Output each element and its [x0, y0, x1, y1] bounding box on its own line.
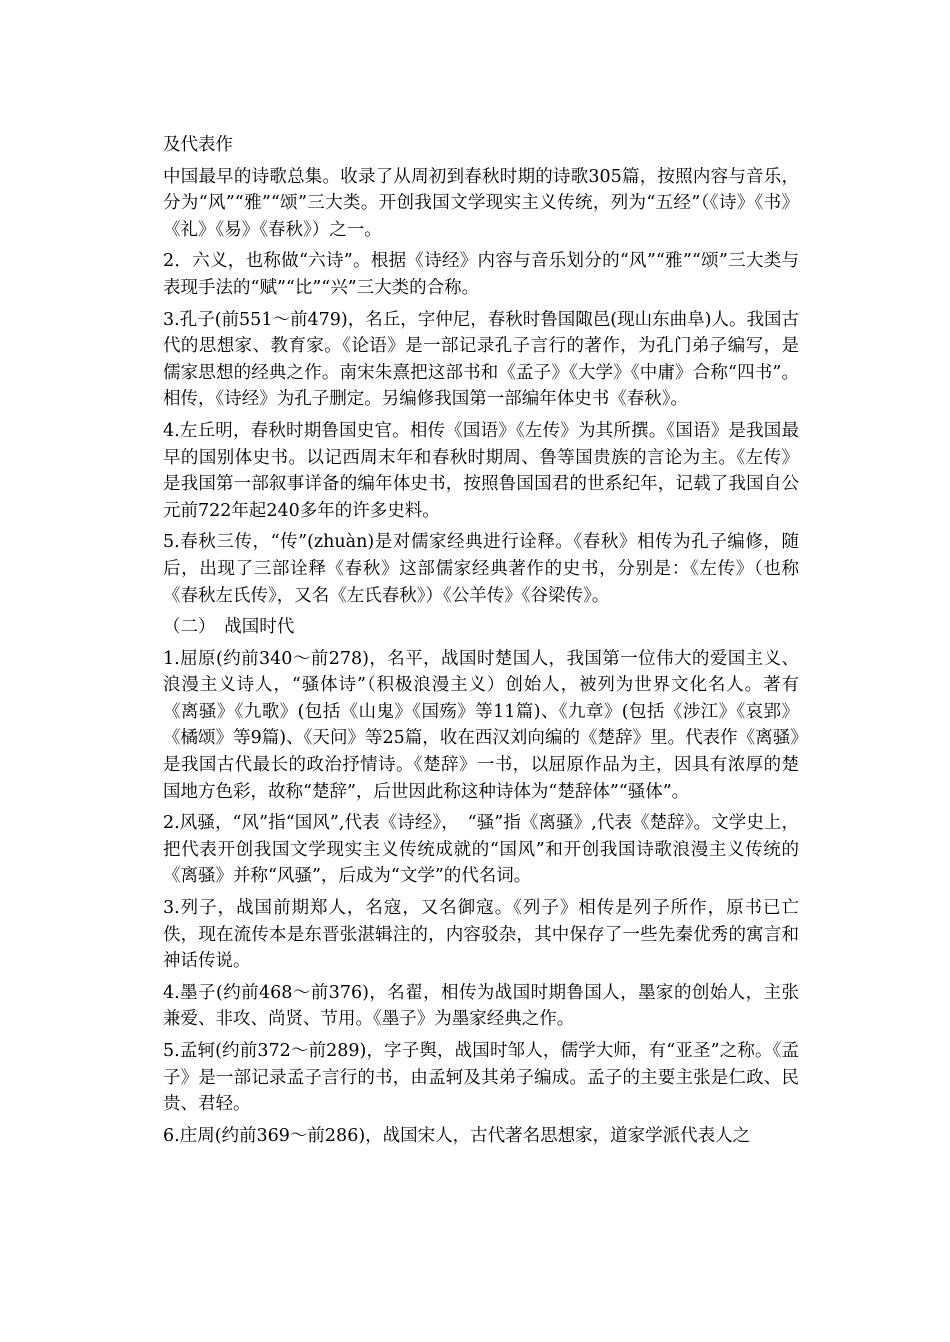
paragraph-fengsao: 2.风骚，“风”指“国风”,代表《诗经》， “骚”指《离骚》,代表《楚辞》。文学史上，把代表开创我国文学现实主义传统成就的“国风”和开创我国诗歌浪漫主义传统的《离骚》并称“风骚”，后成为“文学”的代名词。: [163, 813, 799, 887]
document-body: [163, 132, 799, 1154]
paragraph-mengke: 5.孟轲(约前372～前289)，字子舆，战国时邹人，儒学大师，有“亚圣”之称。《孟子》是一部记录孟子言行的书，由孟轲及其弟子编成。孟子的主要主张是仁政、民贵、君轻。: [163, 1041, 799, 1115]
paragraph-kongzi: 3.孔子(前551～前479)，名丘，字仲尼，春秋时鲁国陬邑(现山东曲阜)人。我国古代的思想家、教育家。《论语》是一部记录孔子言行的著作，为孔门弟子编写，是儒家思想的经典之作。南宋朱熹把这部书和《孟子》《大学》《中庸》合称“四书”。相传，《诗经》为孔子删定。另编修我国第一部编年体史书《春秋》。: [163, 309, 799, 410]
section-heading: 及代表作: [163, 135, 233, 155]
paragraph-quyuan: 1.屈原(约前340～前278)，名平，战国时楚国人，我国第一位伟大的爱国主义、浪漫主义诗人，“骚体诗”（积极浪漫主义）创始人，被列为世界文化名人。著有《离骚》《九歌》(包括《山鬼》《国殇》等11篇)、《九章》(包括《涉江》《哀郢》《橘颂》等9篇)、《天问》等25篇，收在西汉刘向编的《楚辞》里。代表作《离骚》是我国古代最长的政治抒情诗。《楚辞》一书，以屈原作品为主，因具有浓厚的楚国地方色彩，故称“楚辞”，后世因此称这种诗体为“楚辞体”“骚体”。: [163, 648, 799, 802]
paragraph-zhuangzhou: 6.庄周(约前369～前286)，战国宋人，古代著名思想家，道家学派代表人之: [163, 1125, 751, 1146]
paragraph-shijing-intro: 中国最早的诗歌总集。收录了从周初到春秋时期的诗歌305篇，按照内容与音乐，分为“风”“雅”“颂”三大类。开创我国文学现实主义传统，列为“五经”（《诗》《书》《礼》《易》《春秋》）之一。: [163, 166, 799, 240]
paragraph-zuoqiuming: 4.左丘明，春秋时期鲁国史官。相传《国语》《左传》为其所撰。《国语》是我国最早的国别体史书。以记西周末年和春秋时期周、鲁等国贵族的言论为主。《左传》是我国第一部叙事详备的编年体史书，按照鲁国国君的世系纪年，记载了我国自公元前722年起240多年的许多史料。: [163, 420, 799, 521]
paragraph-mozi: 4.墨子(约前468～前376)，名翟，相传为战国时期鲁国人，墨家的创始人，主张兼爱、非攻、尚贤、节用。《墨子》为墨家经典之作。: [163, 982, 799, 1030]
subsection-heading-zhanguo: （二） 战国时代: [163, 617, 295, 638]
paragraph-liuyi: 2．六义，也称做“六诗”。根据《诗经》内容与音乐划分的“风”“雅”“颂”三大类与表现手法的“赋”“比”“兴”三大类的合称。: [163, 251, 799, 298]
paragraph-liezi: 3.列子，战国前期郑人，名寇，又名御寇。《列子》相传是列子所作，原书已亡佚，现在流传本是东晋张湛辑注的，内容驳杂，其中保存了一些先秦优秀的寓言和神话传说。: [163, 898, 799, 972]
paragraph-chunqiu-sanzhuan: 5.春秋三传，“传”(zhuàn)是对儒家经典进行诠释。《春秋》相传为孔子编修，随后，出现了三部诠释《春秋》这部儒家经典著作的史书，分别是：《左传》（也称《春秋左氏传》，又名《左氏春秋》）《公羊传》《谷梁传》。: [163, 532, 799, 606]
